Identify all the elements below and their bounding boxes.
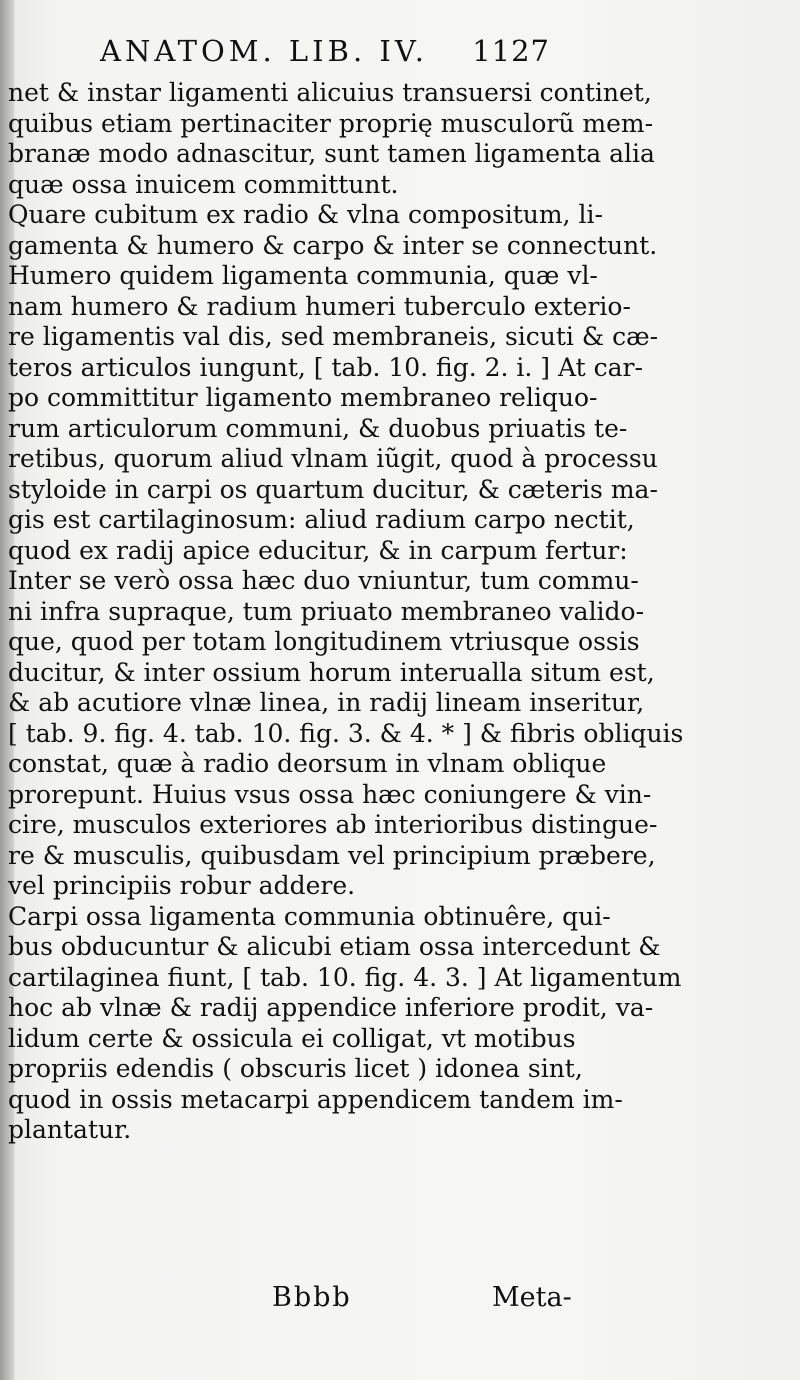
text-line: rum articulorum communi, & duobus priuatis te- bbox=[8, 413, 628, 443]
page-number: 1127 bbox=[472, 34, 550, 68]
text-line: gis est cartilaginosum: aliud radium carpo nectit, bbox=[8, 505, 635, 534]
text-line: net & instar ligamenti alicuius transuersi continet, bbox=[8, 78, 652, 107]
text-line: re ligamentis val dis, sed membraneis, sicuti & cæ- bbox=[8, 322, 659, 351]
catchword: Meta- bbox=[492, 1282, 572, 1313]
running-head: ANATOM. LIB. IV. bbox=[100, 34, 428, 68]
text-line: que, quod per totam longitudinem vtriusque ossis bbox=[8, 627, 640, 656]
text-line: constat, quæ à radio deorsum in vlnam oblique bbox=[8, 749, 607, 778]
text-line: styloide in carpi os quartum ducitur, & cæteris ma- bbox=[8, 474, 658, 504]
text-line: quæ ossa inuicem committunt. bbox=[8, 169, 399, 199]
text-line: lidum certe & ossicula ei colligat, vt motibus bbox=[8, 1023, 576, 1053]
text-line: Inter se verò ossa hæc duo vniuntur, tum commu- bbox=[8, 566, 639, 595]
text-line: & ab acutiore vlnæ linea, in radij lineam inseritur, bbox=[8, 688, 645, 717]
page-header bbox=[100, 34, 550, 74]
text-line: Humero quidem ligamenta communia, quæ vl- bbox=[8, 261, 598, 290]
body-text bbox=[8, 78, 684, 1146]
text-line: teros articulos iungunt, [ tab. 10. fig. 2. i. ] At car- bbox=[8, 352, 643, 382]
text-line: plantatur. bbox=[8, 1115, 132, 1144]
signature-mark: Bbbb bbox=[272, 1282, 352, 1313]
text-line: cire, musculos exteriores ab interioribus distingue- bbox=[8, 810, 658, 839]
text-line: hoc ab vlnæ & radij appendice inferiore prodit, va- bbox=[8, 993, 654, 1022]
text-line: Quare cubitum ex radio & vlna compositum, li- bbox=[8, 200, 603, 229]
text-line: retibus, quorum aliud vlnam iũgit, quod à processu bbox=[8, 444, 658, 473]
text-line: prorepunt. Huius vsus ossa hæc coniungere & vin- bbox=[8, 779, 652, 809]
text-line: bus obducuntur & alicubi etiam ossa intercedunt & bbox=[8, 932, 661, 961]
text-line: cartilaginea fiunt, [ tab. 10. fig. 4. 3. ] At ligamentum bbox=[8, 962, 682, 992]
text-line: vel principiis robur addere. bbox=[8, 871, 356, 900]
text-line: po committitur ligamento membraneo reliquo- bbox=[8, 383, 598, 412]
text-line: [ tab. 9. fig. 4. tab. 10. fig. 3. & 4. * ] & fibris obliquis bbox=[8, 718, 684, 748]
text-line: quibus etiam pertinaciter proprię musculorũ mem- bbox=[8, 108, 654, 138]
text-line: nam humero & radium humeri tuberculo exterio- bbox=[8, 291, 631, 321]
text-line: ni infra supraque, tum priuato membraneo valido- bbox=[8, 596, 645, 626]
page-footer bbox=[0, 1282, 800, 1322]
text-line: branæ modo adnascitur, sunt tamen ligamenta alia bbox=[8, 139, 655, 168]
text-line: Carpi ossa ligamenta communia obtinuêre, qui- bbox=[8, 901, 611, 931]
text-line: quod ex radij apice educitur, & in carpum fertur: bbox=[8, 535, 628, 565]
text-line: quod in ossis metacarpi appendicem tandem im- bbox=[8, 1084, 623, 1114]
text-line: re & musculis, quibusdam vel principium præbere, bbox=[8, 840, 656, 870]
text-line: gamenta & humero & carpo & inter se connectunt. bbox=[8, 230, 658, 260]
text-line: ducitur, & inter ossium horum interualla situm est, bbox=[8, 657, 655, 687]
text-line: propriis edendis ( obscuris licet ) idonea sint, bbox=[8, 1054, 583, 1083]
